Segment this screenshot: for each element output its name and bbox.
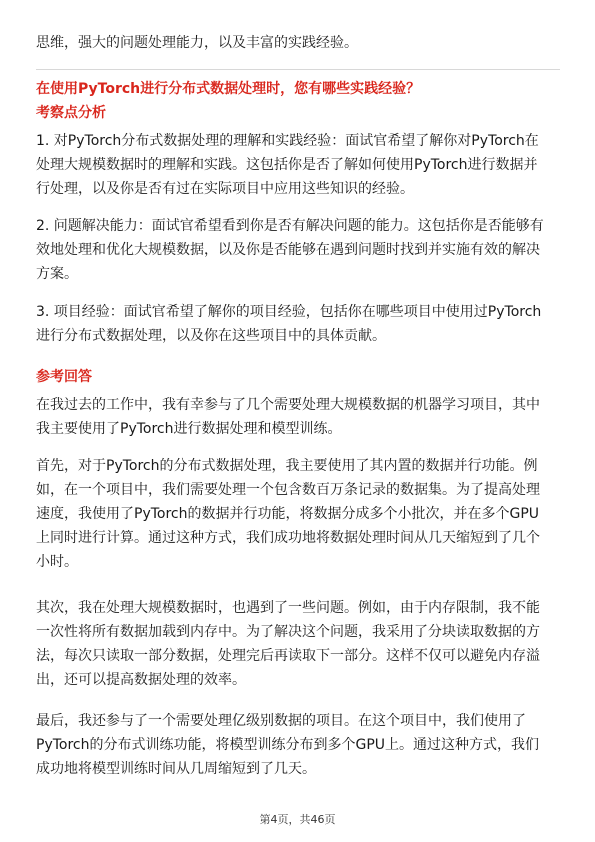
text-line: 方案。 [36, 266, 78, 282]
text-line: 在我过去的工作中，我有幸参与了几个需要处理大规模数据的机器学习项目，其中 [36, 397, 540, 413]
text-line: 1. 对PyTorch分布式数据处理的理解和实践经验：面试官希望了解你对PyTorch在 [36, 133, 539, 149]
text-line: 成功地将模型训练时间从几周缩短到了几天。 [36, 761, 316, 777]
text-line: 思维，强大的问题处理能力，以及丰富的实践经验。 [36, 35, 358, 51]
analysis-point-1 [36, 129, 560, 201]
text-line: 上同时进行计算。通过这种方式，我们成功地将数据处理时间从几天缩短到了几个 [36, 530, 540, 546]
question-title: 在使用PyTorch进行分布式数据处理时，您有哪些实践经验？ [36, 81, 421, 97]
text-line: 首先，对于PyTorch的分布式数据处理，我主要使用了其内置的数据并行功能。例 [36, 458, 538, 474]
answer-paragraph-4 [36, 709, 560, 781]
page-number: 第4页，共46页 [259, 813, 336, 826]
text-line: PyTorch的分布式训练功能，将模型训练分布到多个GPU上。通过这种方式，我们 [36, 737, 540, 753]
analysis-point-2 [36, 214, 560, 286]
text-line: 其次，我在处理大规模数据时，也遇到了一些问题。例如，由于内存限制，我不能 [36, 600, 540, 616]
text-line: 效地处理和优化大规模数据，以及你是否能够在遇到问题时找到并实施有效的解决 [36, 242, 540, 258]
text-line: 2. 问题解决能力：面试官希望看到你是否有解决问题的能力。这包括你是否能够有 [36, 218, 544, 234]
answer-paragraph-2 [36, 454, 560, 574]
text-line: 如，在一个项目中，我们需要处理一个包含数百万条记录的数据集。为了提高处理 [36, 482, 540, 498]
answer-heading: 参考回答 [36, 369, 92, 385]
text-line: 我主要使用了PyTorch进行数据处理和模型训练。 [36, 421, 342, 437]
analysis-heading: 考察点分析 [36, 105, 106, 121]
text-line: 3. 项目经验：面试官希望了解你的项目经验，包括你在哪些项目中使用过PyTorch [36, 304, 542, 320]
intro-paragraph [36, 31, 560, 55]
text-line: 速度，我使用了PyTorch的数据并行功能，将数据分成多个小批次，并在多个GPU [36, 506, 540, 522]
answer-paragraph-1 [36, 393, 560, 441]
text-line: 最后，我还参与了一个需要处理亿级别数据的项目。在这个项目中，我们使用了 [36, 713, 526, 729]
text-line: 行处理，以及你是否有过在实际项目中应用这些知识的经验。 [36, 181, 414, 197]
text-line: 出，还可以提高数据处理的效率。 [36, 672, 246, 688]
answer-paragraph-3 [36, 596, 560, 692]
section-divider [36, 69, 560, 70]
text-line: 小时。 [36, 554, 78, 570]
text-line: 法，每次只读取一部分数据，处理完后再读取下一部分。这样不仅可以避免内存溢 [36, 648, 540, 664]
analysis-point-3 [36, 300, 560, 348]
text-line: 处理大规模数据时的理解和实践。这包括你是否了解如何使用PyTorch进行数据并 [36, 157, 538, 173]
text-line: 一次性将所有数据加载到内存中。为了解决这个问题，我采用了分块读取数据的方 [36, 624, 540, 640]
text-line: 进行分布式数据处理，以及你在这些项目中的具体贡献。 [36, 328, 386, 344]
